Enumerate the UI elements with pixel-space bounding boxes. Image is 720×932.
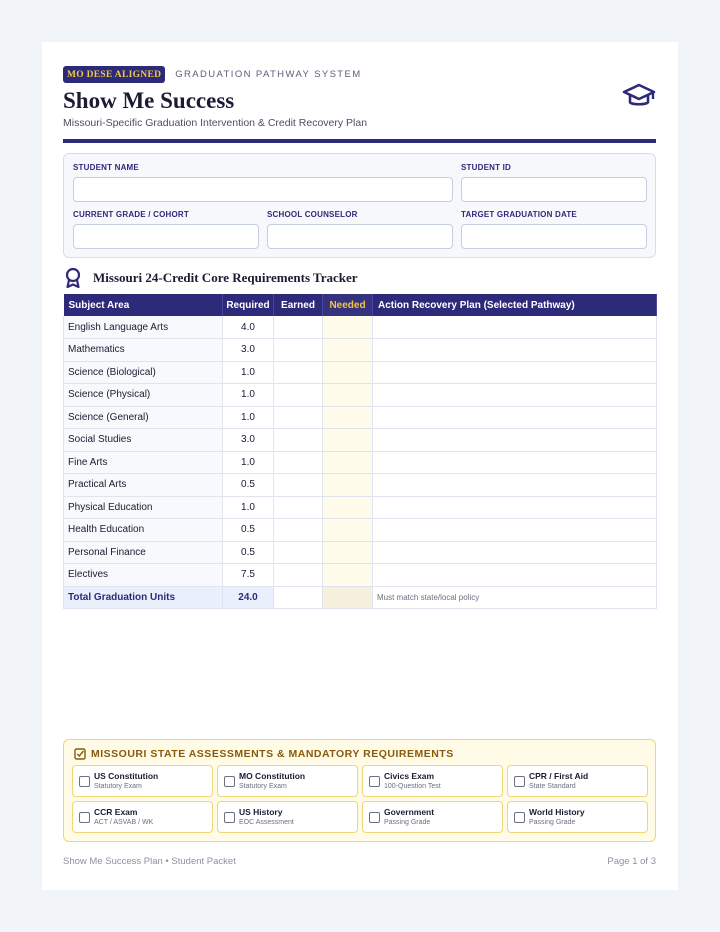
- required-cell: 1.0: [223, 361, 274, 384]
- required-cell: 3.0: [223, 429, 274, 452]
- assessment-sub: EOC Assessment: [239, 819, 294, 826]
- table-row: [64, 474, 657, 497]
- needed-cell[interactable]: [323, 496, 373, 519]
- total-note: Must match state/local policy: [373, 586, 657, 609]
- col-required: Required: [223, 294, 274, 316]
- assessment-checkbox[interactable]: [514, 776, 525, 787]
- checkbox-check-icon: [74, 748, 86, 760]
- needed-cell[interactable]: [323, 474, 373, 497]
- assessment-checkbox[interactable]: [514, 812, 525, 823]
- table-row: [64, 564, 657, 587]
- col-subject: Subject Area: [64, 294, 223, 316]
- earned-cell[interactable]: [274, 474, 323, 497]
- assessment-checkbox[interactable]: [79, 776, 90, 787]
- counselor-label: SCHOOL COUNSELOR: [267, 210, 358, 219]
- assessment-sub: Statutory Exam: [94, 783, 142, 790]
- table-row: [64, 429, 657, 452]
- assessment-name: CCR Exam: [94, 807, 138, 817]
- col-action-plan: Action Recovery Plan (Selected Pathway): [373, 294, 657, 316]
- assessment-card: [217, 801, 358, 833]
- table-row: [64, 451, 657, 474]
- assessment-name: US History: [239, 807, 283, 817]
- table-row: [64, 339, 657, 362]
- grad-date-label: TARGET GRADUATION DATE: [461, 210, 577, 219]
- subject-cell: Electives: [64, 564, 223, 587]
- assessment-card: [72, 801, 213, 833]
- action-plan-cell[interactable]: [373, 361, 657, 384]
- col-needed: Needed: [323, 294, 373, 316]
- assessment-name: US Constitution: [94, 771, 159, 781]
- action-plan-cell[interactable]: [373, 474, 657, 497]
- action-plan-cell[interactable]: [373, 316, 657, 339]
- needed-cell[interactable]: [323, 519, 373, 542]
- action-plan-cell[interactable]: [373, 451, 657, 474]
- table-row: [64, 384, 657, 407]
- earned-cell[interactable]: [274, 496, 323, 519]
- footer-page-number: Page 1 of 3: [607, 856, 656, 867]
- student-name-input[interactable]: [73, 177, 453, 202]
- assessments-heading: [74, 748, 454, 760]
- needed-cell[interactable]: [323, 339, 373, 362]
- graduation-cap-icon: [622, 80, 656, 110]
- subject-cell: Physical Education: [64, 496, 223, 519]
- assessment-card: [72, 765, 213, 797]
- header-rule: [63, 139, 656, 143]
- subject-cell: Science (General): [64, 406, 223, 429]
- needed-cell[interactable]: [323, 406, 373, 429]
- assessment-sub: Statutory Exam: [239, 783, 287, 790]
- student-id-field: [461, 163, 647, 202]
- assessment-card: [507, 765, 648, 797]
- page-subtitle: Missouri-Specific Graduation Intervention & Credit Recovery Plan: [63, 117, 368, 129]
- required-cell: 4.0: [223, 316, 274, 339]
- student-name-field: [73, 163, 453, 202]
- earned-cell[interactable]: [274, 339, 323, 362]
- assessment-card: [507, 801, 648, 833]
- total-earned-cell[interactable]: [274, 586, 323, 609]
- assessment-name: World History: [529, 807, 585, 817]
- assessment-checkbox[interactable]: [224, 812, 235, 823]
- earned-cell[interactable]: [274, 451, 323, 474]
- grade-input[interactable]: [73, 224, 259, 249]
- assessment-sub: ACT / ASVAB / WK: [94, 819, 154, 826]
- table-row: [64, 406, 657, 429]
- assessment-sub: State Standard: [529, 783, 576, 790]
- award-ribbon-icon: [63, 267, 83, 289]
- needed-cell[interactable]: [323, 451, 373, 474]
- assessment-name: MO Constitution: [239, 771, 306, 781]
- subject-cell: Practical Arts: [64, 474, 223, 497]
- required-cell: 1.0: [223, 406, 274, 429]
- earned-cell[interactable]: [274, 519, 323, 542]
- action-plan-cell[interactable]: [373, 496, 657, 519]
- action-plan-cell[interactable]: [373, 406, 657, 429]
- assessment-name: CPR / First Aid: [529, 771, 589, 781]
- grad-date-field: [461, 210, 647, 249]
- earned-cell[interactable]: [274, 384, 323, 407]
- subject-cell: Science (Biological): [64, 361, 223, 384]
- assessments-box: [63, 739, 656, 842]
- action-plan-cell[interactable]: [373, 541, 657, 564]
- earned-cell[interactable]: [274, 564, 323, 587]
- total-row: [64, 586, 657, 609]
- student-info-box: [63, 153, 656, 258]
- grade-field: [73, 210, 259, 249]
- tracker-heading: [63, 267, 656, 289]
- assessment-checkbox[interactable]: [369, 776, 380, 787]
- earned-cell[interactable]: [274, 361, 323, 384]
- total-needed-cell[interactable]: [323, 586, 373, 609]
- subject-cell: Social Studies: [64, 429, 223, 452]
- total-label: Total Graduation Units: [64, 586, 223, 609]
- earned-cell[interactable]: [274, 429, 323, 452]
- assessment-checkbox[interactable]: [79, 812, 90, 823]
- table-row: [64, 496, 657, 519]
- action-plan-cell[interactable]: [373, 564, 657, 587]
- required-cell: 0.5: [223, 541, 274, 564]
- required-cell: 1.0: [223, 384, 274, 407]
- assessment-name: Government: [384, 807, 435, 817]
- needed-cell[interactable]: [323, 564, 373, 587]
- earned-cell[interactable]: [274, 406, 323, 429]
- subject-cell: Personal Finance: [64, 541, 223, 564]
- needed-cell[interactable]: [323, 361, 373, 384]
- subject-cell: Mathematics: [64, 339, 223, 362]
- table-row: [64, 541, 657, 564]
- table-row: [64, 519, 657, 542]
- required-cell: 1.0: [223, 451, 274, 474]
- required-cell: 0.5: [223, 519, 274, 542]
- needed-cell[interactable]: [323, 429, 373, 452]
- required-cell: 3.0: [223, 339, 274, 362]
- counselor-input[interactable]: [267, 224, 453, 249]
- assessment-card: [217, 765, 358, 797]
- page-footer: [63, 856, 656, 867]
- system-label: GRADUATION PATHWAY SYSTEM: [175, 68, 362, 80]
- document-page: [42, 42, 678, 890]
- assessment-checkbox[interactable]: [224, 776, 235, 787]
- needed-cell[interactable]: [323, 384, 373, 407]
- assessment-sub: Passing Grade: [529, 819, 576, 826]
- required-cell: 1.0: [223, 496, 274, 519]
- col-earned: Earned: [274, 294, 323, 316]
- student-name-label: STUDENT NAME: [73, 163, 139, 172]
- subject-cell: Health Education: [64, 519, 223, 542]
- assessment-checkbox[interactable]: [369, 812, 380, 823]
- subject-cell: English Language Arts: [64, 316, 223, 339]
- action-plan-cell[interactable]: [373, 384, 657, 407]
- page-title: Show Me Success: [63, 88, 235, 113]
- assessment-card: [362, 801, 503, 833]
- action-plan-cell[interactable]: [373, 519, 657, 542]
- tracker-title: Missouri 24-Credit Core Requirements Tracker: [93, 270, 358, 285]
- assessment-name: Civics Exam: [384, 771, 435, 781]
- action-plan-cell[interactable]: [373, 429, 657, 452]
- counselor-field: [267, 210, 453, 249]
- student-id-label: STUDENT ID: [461, 163, 511, 172]
- total-required: 24.0: [223, 586, 274, 609]
- header-top: [63, 64, 656, 84]
- grade-label: CURRENT GRADE / COHORT: [73, 210, 189, 219]
- assessment-sub: 100-Question Test: [384, 783, 441, 790]
- table-row: [64, 316, 657, 339]
- needed-cell[interactable]: [323, 541, 373, 564]
- needed-cell[interactable]: [323, 316, 373, 339]
- action-plan-cell[interactable]: [373, 339, 657, 362]
- required-cell: 0.5: [223, 474, 274, 497]
- table-row: [64, 361, 657, 384]
- required-cell: 7.5: [223, 564, 274, 587]
- assessment-card: [362, 765, 503, 797]
- assessments-title: MISSOURI STATE ASSESSMENTS & MANDATORY REQUIREMENTS: [91, 748, 454, 760]
- requirements-table: [63, 294, 657, 609]
- dese-badge: MO DESE ALIGNED: [63, 66, 165, 83]
- earned-cell[interactable]: [274, 316, 323, 339]
- grad-date-input[interactable]: [461, 224, 647, 249]
- subject-cell: Fine Arts: [64, 451, 223, 474]
- subject-cell: Science (Physical): [64, 384, 223, 407]
- earned-cell[interactable]: [274, 541, 323, 564]
- table-header-row: [64, 294, 657, 316]
- assessment-sub: Passing Grade: [384, 819, 431, 826]
- student-id-input[interactable]: [461, 177, 647, 202]
- footer-left: Show Me Success Plan • Student Packet: [63, 856, 236, 867]
